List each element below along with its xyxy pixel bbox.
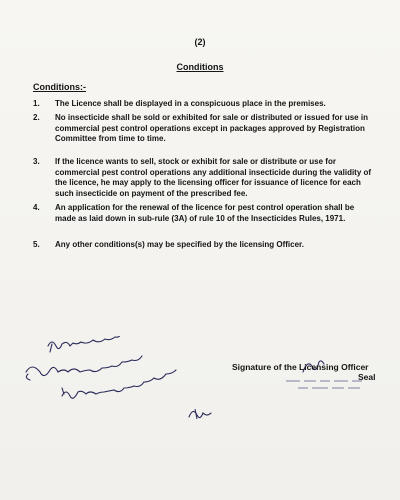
conditions-subheading: Conditions:-	[33, 82, 86, 92]
condition-text: If the licence wants to sell, stock or exhibit for sale or distribute or use for commercial pest control operations any additional insecticide during the validity of the licence, he may apply to the licensing officer for issuance of licence for each such insecticide on payment of the prescribed fee.	[55, 157, 372, 198]
condition-item	[33, 240, 373, 251]
handwritten-note	[18, 336, 238, 416]
condition-number: 5.	[33, 240, 40, 249]
condition-text: The Licence shall be displayed in a conspicuous place in the premises.	[55, 99, 326, 108]
condition-item	[33, 203, 373, 224]
condition-item	[33, 157, 373, 199]
official-stamp-icon	[284, 376, 364, 392]
condition-text: Any other conditions(s) may be specified by the licensing Officer.	[55, 240, 304, 249]
page-heading: Conditions	[176, 62, 224, 72]
condition-item	[33, 113, 373, 145]
condition-number: 1.	[33, 99, 40, 108]
condition-text: An application for the renewal of the licence for pest control operation shall be made as laid down in sub-rule (3A) of rule 10 of the Insecticides Rules, 1971.	[55, 203, 355, 223]
seal-label: Seal	[358, 372, 376, 382]
condition-text: No insecticide shall be sold or exhibited for sale or distributed or issued for use in commercial pest control operations except in packages approved by Registration Committee from time to time.	[55, 113, 368, 143]
condition-number: 4.	[33, 203, 40, 212]
condition-number: 2.	[33, 113, 40, 122]
page-number: (2)	[194, 37, 206, 47]
condition-number: 3.	[33, 157, 40, 166]
initial-scribble-icon	[185, 405, 215, 423]
signature-label: Signature of the Licensing Officer	[232, 362, 369, 372]
condition-item	[33, 99, 373, 110]
